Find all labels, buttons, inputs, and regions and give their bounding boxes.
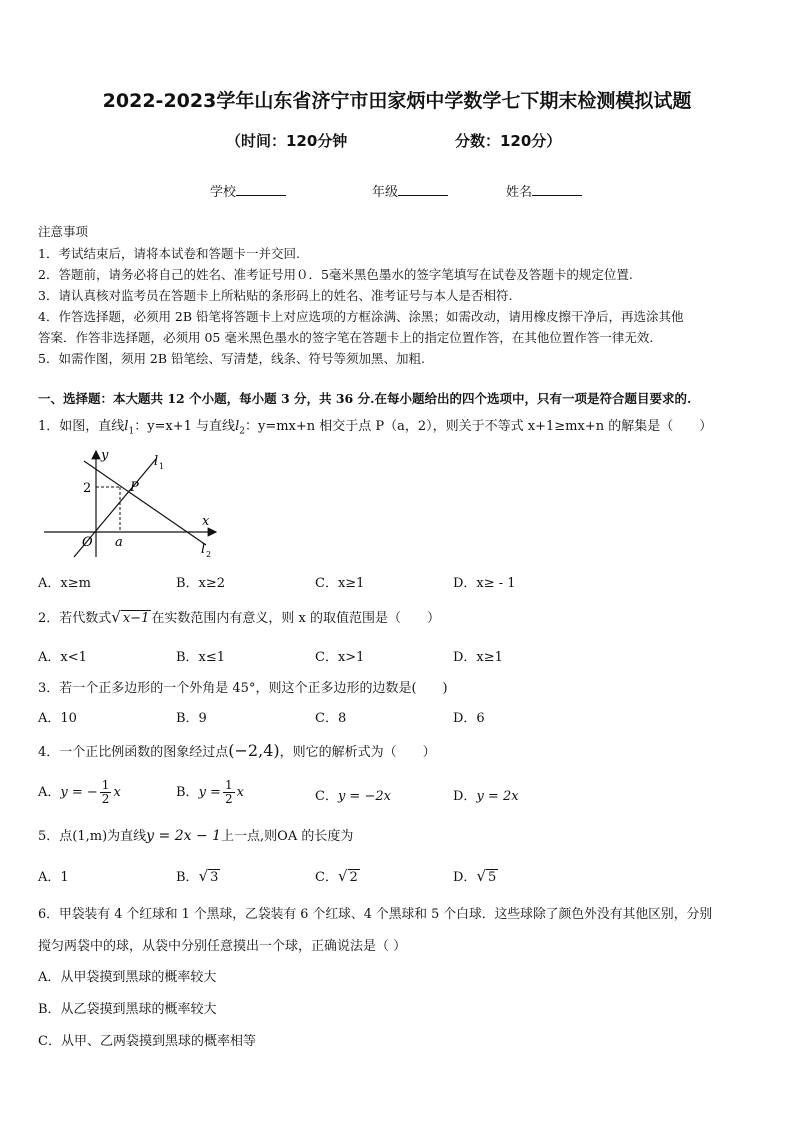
q3-option-a[interactable]: A．10	[38, 711, 77, 726]
q4-option-b-post: x	[236, 785, 244, 800]
fraction-numerator: 1	[101, 778, 110, 792]
q6-option-b[interactable]: B．从乙袋摸到黑球的概率较大	[38, 1002, 217, 1017]
name-field	[506, 181, 582, 200]
point-p-label: P	[130, 480, 139, 495]
sqrt-icon: √	[337, 867, 348, 885]
school-blank	[236, 183, 286, 196]
q5-option-c-sqrt	[338, 867, 360, 885]
q4-option-c-label: C．	[315, 789, 338, 804]
q4-option-a-post: x	[113, 785, 121, 800]
q2-radicand: x−1	[122, 611, 150, 626]
q4-option-a-pre: y = −	[60, 785, 98, 800]
q5-option-b-label: B．	[176, 870, 199, 885]
q5-option-d-radicand: 5	[488, 870, 497, 885]
name-blank	[532, 183, 582, 196]
grade-blank	[398, 183, 448, 196]
x-tick-label: a	[115, 535, 123, 550]
school-label: 学校	[210, 185, 237, 200]
note-item: 3．请认真核对监考员在答题卡上所粘贴的条形码上的姓名、准考证号与本人是否相符.	[38, 288, 513, 303]
q3-options	[38, 707, 738, 731]
line-l2-label: l	[201, 542, 206, 557]
fraction-denominator: 2	[101, 792, 110, 806]
sqrt-icon: √	[111, 608, 121, 626]
q2-prefix: 2．若代数式	[38, 611, 112, 626]
q4-option-a-fraction	[100, 779, 112, 806]
q5-option-a[interactable]	[38, 866, 69, 885]
q4-option-c[interactable]	[315, 785, 391, 804]
q3-option-c[interactable]: C．8	[315, 711, 347, 726]
q5-option-b[interactable]	[176, 866, 220, 885]
q4-option-b-fraction	[223, 779, 235, 806]
q1-l2: l	[235, 419, 240, 434]
q5-option-c-radicand: 2	[349, 870, 358, 885]
q2-sqrt	[111, 608, 151, 626]
q4-option-b[interactable]	[176, 779, 244, 806]
q5-option-b-radicand: 3	[210, 870, 219, 885]
question-2	[38, 607, 440, 626]
note-item: 5．如需作图，须用 2B 铅笔绘、写清楚，线条、符号等须加黑、加粗.	[38, 351, 426, 366]
sqrt-icon: √	[476, 867, 486, 885]
q5-option-c-label: C．	[315, 870, 338, 885]
q4-options	[38, 775, 738, 811]
q4-option-d[interactable]	[453, 785, 519, 804]
q5-prefix: 5．点(1,m)为直线	[38, 829, 147, 844]
q1-option-c[interactable]: C．x≥1	[315, 576, 365, 591]
note-item: 4．作答选择题，必须用 2B 铅笔将答题卡上对应选项的方框涂满、涂黑；如需改动，请用橡皮擦干净后，再选涂其他	[38, 309, 684, 324]
notes-heading: 注意事项	[38, 224, 89, 239]
sqrt-icon: √	[198, 867, 209, 885]
q1-option-a[interactable]: A．x≥m	[38, 576, 91, 591]
section-heading: 一、选择题：本大题共 12 个小题，每小题 3 分，共 36 分.在每小题给出的四个选项中，只有一项是符合题目要求的.	[38, 391, 692, 406]
q5-option-a-value: 1	[60, 870, 69, 885]
q1-eq2: ：y=mx+n 相交于点 P（a，2），则关于不等式 x+1≥mx+n 的解集是（ ）	[244, 419, 713, 434]
line-l1-label: l	[154, 454, 159, 469]
q2-options	[38, 646, 738, 670]
note-item: 2．答题前，请务必将自己的姓名、准考证号用０．5毫米黑色墨水的签字笔填写在试卷及答题卡的规定位置.	[38, 267, 633, 282]
note-item: 答案．作答非选择题，必须用 05 毫米黑色墨水的签字笔在答题卡上的指定位置作答，在其他位置作答一律无效.	[38, 330, 654, 345]
question-5	[38, 825, 353, 844]
q1-l1-sub: 1	[128, 426, 135, 437]
q1-option-d[interactable]: D．x≥ - 1	[453, 576, 516, 591]
q4-option-c-expr: y = −2x	[337, 789, 391, 804]
question-4	[38, 741, 436, 760]
q5-suffix: 上一点,则OA 的长度为	[221, 829, 354, 844]
grade-label: 年级	[372, 185, 399, 200]
q2-suffix: 在实数范围内有意义，则 x 的取值范围是（ ）	[151, 611, 440, 626]
q1-option-b[interactable]: B．x≥2	[176, 576, 226, 591]
fraction-numerator: 1	[224, 778, 233, 792]
origin-label: O	[82, 535, 93, 550]
q2-option-b[interactable]: B．x≤1	[176, 650, 226, 665]
q6-option-a[interactable]: A．从甲袋摸到黑球的概率较大	[38, 970, 217, 985]
question-3: 3．若一个正多边形的一个外角是 45°，则这个正多边形的边数是( )	[38, 681, 448, 696]
fraction-denominator: 2	[224, 792, 233, 806]
q4-point: (−2,4)	[228, 741, 280, 760]
q4-option-d-label: D．	[453, 789, 477, 804]
q5-option-d-label: D．	[453, 870, 477, 885]
q1-graph	[38, 445, 228, 565]
x-axis-label: x	[202, 514, 210, 529]
q4-option-a[interactable]	[38, 779, 121, 806]
q1-l1: l	[124, 419, 129, 434]
line-l1-sub: 1	[159, 462, 165, 471]
q5-option-b-sqrt	[199, 867, 221, 885]
line-l2-sub: 2	[206, 550, 212, 559]
y-tick-label: 2	[83, 481, 92, 496]
q5-line: y = 2x − 1	[146, 828, 222, 844]
q5-option-d-sqrt	[476, 867, 498, 885]
q5-option-a-label: A．	[38, 870, 61, 885]
q1-l2-sub: 2	[239, 426, 245, 437]
q1-eq1: ：y=x+1 与直线	[134, 419, 236, 434]
q3-option-b[interactable]: B．9	[176, 711, 207, 726]
q5-options	[38, 866, 738, 890]
name-label: 姓名	[506, 185, 533, 200]
question-1	[38, 415, 712, 437]
school-field	[210, 181, 286, 200]
q5-option-c[interactable]	[315, 866, 360, 885]
grade-field	[372, 181, 448, 200]
question-6-line-1: 6．甲袋装有 4 个红球和 1 个黑球，乙袋装有 6 个红球、4 个黑球和 5 个白球．这些球除了颜色外没有其他区别，分别	[38, 907, 713, 922]
q2-option-c[interactable]: C．x>1	[315, 650, 365, 665]
question-6-line-2: 搅匀两袋中的球，从袋中分别任意摸出一个球，正确说法是（ ）	[38, 939, 407, 954]
q4-option-d-expr: y = 2x	[476, 789, 519, 804]
q4-prefix: 4．一个正比例函数的图象经过点	[38, 745, 229, 760]
q6-option-c[interactable]: C．从甲、乙两袋摸到黑球的概率相等	[38, 1034, 256, 1049]
q4-option-b-pre: y =	[198, 785, 221, 800]
q3-option-d[interactable]: D．6	[453, 711, 485, 726]
q2-option-d[interactable]: D．x≥1	[453, 650, 503, 665]
exam-time: （时间：120分钟	[226, 132, 348, 150]
q4-option-b-label: B．	[176, 785, 199, 800]
y-axis-label: y	[101, 448, 109, 463]
q2-option-a[interactable]: A．x<1	[38, 650, 87, 665]
q4-suffix: ，则它的解析式为（ ）	[279, 745, 436, 760]
exam-title: 2022-2023学年山东省济宁市田家炳中学数学七下期末检测模拟试题	[102, 90, 692, 112]
q4-option-a-label: A．	[38, 785, 61, 800]
exam-score: 分数：120分）	[455, 132, 562, 150]
q5-option-d[interactable]	[453, 866, 498, 885]
q1-prefix: 1．如图，直线	[38, 419, 125, 434]
note-item: 1．考试结束后，请将本试卷和答题卡一并交回.	[38, 246, 300, 261]
q1-options	[38, 572, 738, 596]
